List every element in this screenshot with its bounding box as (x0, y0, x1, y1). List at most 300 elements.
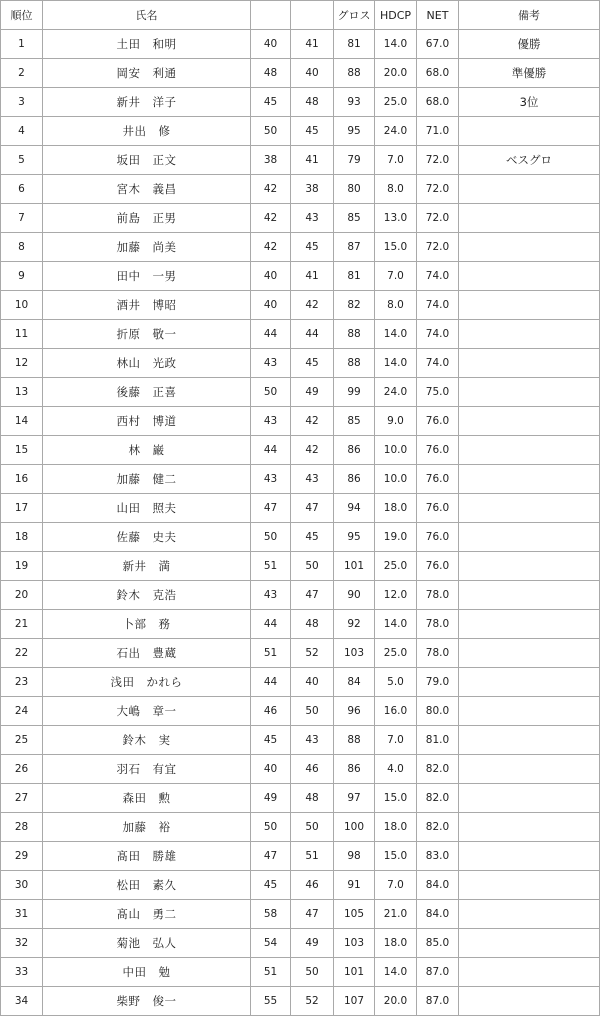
rank-cell: 12 (1, 349, 43, 378)
out-score-cell: 55 (251, 987, 291, 1016)
name-cell: 折原 敬一 (43, 320, 251, 349)
net-cell: 68.0 (417, 88, 459, 117)
out-score-cell: 54 (251, 929, 291, 958)
name-cell: 井出 修 (43, 117, 251, 146)
note-cell (459, 581, 600, 610)
out-score-cell: 50 (251, 813, 291, 842)
note-cell (459, 523, 600, 552)
note-cell (459, 349, 600, 378)
name-cell: 鈴木 克浩 (43, 581, 251, 610)
table-row (1, 610, 600, 639)
name-cell: 前島 正男 (43, 204, 251, 233)
hdcp-cell: 7.0 (375, 146, 417, 175)
gross-cell: 101 (334, 552, 375, 581)
rank-cell: 30 (1, 871, 43, 900)
gross-cell: 82 (334, 291, 375, 320)
in-score-cell: 50 (291, 958, 334, 987)
name-cell: 卜部 務 (43, 610, 251, 639)
table-row (1, 30, 600, 59)
table-row (1, 233, 600, 262)
out-score-cell: 48 (251, 59, 291, 88)
rank-cell: 14 (1, 407, 43, 436)
gross-cell: 107 (334, 987, 375, 1016)
table-row (1, 871, 600, 900)
net-cell: 81.0 (417, 726, 459, 755)
table-row (1, 900, 600, 929)
table-row (1, 639, 600, 668)
note-cell (459, 233, 600, 262)
note-cell (459, 117, 600, 146)
table-row (1, 436, 600, 465)
hdcp-cell: 14.0 (375, 958, 417, 987)
note-cell (459, 755, 600, 784)
name-cell: 大嶋 章一 (43, 697, 251, 726)
out-score-cell: 51 (251, 958, 291, 987)
out-score-cell: 44 (251, 668, 291, 697)
name-cell: 佐藤 史夫 (43, 523, 251, 552)
gross-cell: 96 (334, 697, 375, 726)
rank-cell: 8 (1, 233, 43, 262)
table-row (1, 117, 600, 146)
table-row (1, 349, 600, 378)
rank-cell: 7 (1, 204, 43, 233)
rank-cell: 19 (1, 552, 43, 581)
out-score-cell: 44 (251, 436, 291, 465)
out-score-cell: 50 (251, 378, 291, 407)
net-cell: 78.0 (417, 610, 459, 639)
hdcp-cell: 15.0 (375, 233, 417, 262)
rank-cell: 22 (1, 639, 43, 668)
gross-cell: 86 (334, 755, 375, 784)
header-in (291, 1, 334, 30)
hdcp-cell: 15.0 (375, 784, 417, 813)
out-score-cell: 50 (251, 117, 291, 146)
out-score-cell: 43 (251, 465, 291, 494)
hdcp-cell: 19.0 (375, 523, 417, 552)
hdcp-cell: 7.0 (375, 871, 417, 900)
net-cell: 87.0 (417, 958, 459, 987)
gross-cell: 92 (334, 610, 375, 639)
out-score-cell: 58 (251, 900, 291, 929)
hdcp-cell: 13.0 (375, 204, 417, 233)
net-cell: 76.0 (417, 552, 459, 581)
rank-cell: 16 (1, 465, 43, 494)
hdcp-cell: 18.0 (375, 813, 417, 842)
gross-cell: 88 (334, 726, 375, 755)
in-score-cell: 48 (291, 784, 334, 813)
gross-cell: 81 (334, 262, 375, 291)
net-cell: 76.0 (417, 494, 459, 523)
gross-cell: 101 (334, 958, 375, 987)
name-cell: 森田 勲 (43, 784, 251, 813)
hdcp-cell: 8.0 (375, 291, 417, 320)
table-row (1, 668, 600, 697)
out-score-cell: 45 (251, 871, 291, 900)
rank-cell: 32 (1, 929, 43, 958)
table-row (1, 697, 600, 726)
gross-cell: 94 (334, 494, 375, 523)
table-row (1, 755, 600, 784)
out-score-cell: 42 (251, 175, 291, 204)
gross-cell: 99 (334, 378, 375, 407)
out-score-cell: 51 (251, 639, 291, 668)
table-row (1, 175, 600, 204)
out-score-cell: 42 (251, 204, 291, 233)
name-cell: 酒井 博昭 (43, 291, 251, 320)
hdcp-cell: 24.0 (375, 378, 417, 407)
table-row (1, 813, 600, 842)
header-name: 氏名 (43, 1, 251, 30)
in-score-cell: 45 (291, 523, 334, 552)
gross-cell: 81 (334, 30, 375, 59)
name-cell: 岡安 利通 (43, 59, 251, 88)
name-cell: 石出 豊蔵 (43, 639, 251, 668)
header-out (251, 1, 291, 30)
net-cell: 75.0 (417, 378, 459, 407)
hdcp-cell: 14.0 (375, 349, 417, 378)
table-row (1, 552, 600, 581)
in-score-cell: 43 (291, 204, 334, 233)
header-hdcp: HDCP (375, 1, 417, 30)
gross-cell: 103 (334, 929, 375, 958)
table-row (1, 784, 600, 813)
rank-cell: 5 (1, 146, 43, 175)
rank-cell: 34 (1, 987, 43, 1016)
table-row (1, 581, 600, 610)
gross-cell: 88 (334, 349, 375, 378)
name-cell: 加藤 健二 (43, 465, 251, 494)
in-score-cell: 47 (291, 581, 334, 610)
gross-cell: 90 (334, 581, 375, 610)
hdcp-cell: 25.0 (375, 552, 417, 581)
note-cell (459, 726, 600, 755)
note-cell (459, 291, 600, 320)
hdcp-cell: 8.0 (375, 175, 417, 204)
name-cell: 西村 博道 (43, 407, 251, 436)
header-rank: 順位 (1, 1, 43, 30)
hdcp-cell: 24.0 (375, 117, 417, 146)
note-cell (459, 900, 600, 929)
in-score-cell: 52 (291, 639, 334, 668)
out-score-cell: 40 (251, 755, 291, 784)
results-table-header (1, 1, 600, 30)
in-score-cell: 52 (291, 987, 334, 1016)
rank-cell: 3 (1, 88, 43, 117)
header-note: 備考 (459, 1, 600, 30)
note-cell (459, 929, 600, 958)
out-score-cell: 44 (251, 320, 291, 349)
note-cell (459, 697, 600, 726)
name-cell: 土田 和明 (43, 30, 251, 59)
name-cell: 新井 洋子 (43, 88, 251, 117)
rank-cell: 17 (1, 494, 43, 523)
table-row (1, 929, 600, 958)
rank-cell: 1 (1, 30, 43, 59)
in-score-cell: 45 (291, 349, 334, 378)
rank-cell: 27 (1, 784, 43, 813)
header-net: NET (417, 1, 459, 30)
out-score-cell: 49 (251, 784, 291, 813)
hdcp-cell: 4.0 (375, 755, 417, 784)
note-cell (459, 552, 600, 581)
name-cell: 加藤 尚美 (43, 233, 251, 262)
rank-cell: 11 (1, 320, 43, 349)
note-cell (459, 958, 600, 987)
out-score-cell: 42 (251, 233, 291, 262)
net-cell: 72.0 (417, 175, 459, 204)
net-cell: 82.0 (417, 755, 459, 784)
gross-cell: 85 (334, 204, 375, 233)
hdcp-cell: 25.0 (375, 639, 417, 668)
in-score-cell: 41 (291, 30, 334, 59)
hdcp-cell: 15.0 (375, 842, 417, 871)
note-cell (459, 842, 600, 871)
table-row (1, 523, 600, 552)
rank-cell: 33 (1, 958, 43, 987)
out-score-cell: 47 (251, 842, 291, 871)
in-score-cell: 43 (291, 726, 334, 755)
rank-cell: 26 (1, 755, 43, 784)
in-score-cell: 45 (291, 117, 334, 146)
hdcp-cell: 18.0 (375, 929, 417, 958)
gross-cell: 95 (334, 523, 375, 552)
name-cell: 柴野 俊一 (43, 987, 251, 1016)
hdcp-cell: 16.0 (375, 697, 417, 726)
net-cell: 72.0 (417, 204, 459, 233)
name-cell: 宮木 義昌 (43, 175, 251, 204)
gross-cell: 105 (334, 900, 375, 929)
table-row (1, 378, 600, 407)
table-row (1, 88, 600, 117)
name-cell: 後藤 正喜 (43, 378, 251, 407)
net-cell: 78.0 (417, 581, 459, 610)
hdcp-cell: 18.0 (375, 494, 417, 523)
table-row (1, 465, 600, 494)
rank-cell: 29 (1, 842, 43, 871)
in-score-cell: 50 (291, 697, 334, 726)
out-score-cell: 50 (251, 523, 291, 552)
note-cell: ベスグロ (459, 146, 600, 175)
name-cell: 加藤 裕 (43, 813, 251, 842)
table-row (1, 987, 600, 1016)
in-score-cell: 38 (291, 175, 334, 204)
in-score-cell: 44 (291, 320, 334, 349)
net-cell: 82.0 (417, 784, 459, 813)
net-cell: 87.0 (417, 987, 459, 1016)
rank-cell: 2 (1, 59, 43, 88)
rank-cell: 31 (1, 900, 43, 929)
in-score-cell: 40 (291, 668, 334, 697)
note-cell (459, 465, 600, 494)
in-score-cell: 40 (291, 59, 334, 88)
net-cell: 76.0 (417, 407, 459, 436)
name-cell: 髙山 勇二 (43, 900, 251, 929)
name-cell: 中田 勉 (43, 958, 251, 987)
net-cell: 74.0 (417, 320, 459, 349)
in-score-cell: 41 (291, 262, 334, 291)
note-cell (459, 610, 600, 639)
gross-cell: 95 (334, 117, 375, 146)
hdcp-cell: 9.0 (375, 407, 417, 436)
rank-cell: 18 (1, 523, 43, 552)
in-score-cell: 41 (291, 146, 334, 175)
hdcp-cell: 7.0 (375, 262, 417, 291)
note-cell (459, 378, 600, 407)
out-score-cell: 40 (251, 262, 291, 291)
in-score-cell: 50 (291, 552, 334, 581)
note-cell (459, 175, 600, 204)
hdcp-cell: 21.0 (375, 900, 417, 929)
table-row (1, 204, 600, 233)
in-score-cell: 47 (291, 494, 334, 523)
name-cell: 坂田 正文 (43, 146, 251, 175)
out-score-cell: 46 (251, 697, 291, 726)
name-cell: 鈴木 実 (43, 726, 251, 755)
hdcp-cell: 20.0 (375, 59, 417, 88)
in-score-cell: 48 (291, 610, 334, 639)
rank-cell: 25 (1, 726, 43, 755)
note-cell: 準優勝 (459, 59, 600, 88)
out-score-cell: 45 (251, 726, 291, 755)
hdcp-cell: 10.0 (375, 436, 417, 465)
hdcp-cell: 14.0 (375, 320, 417, 349)
net-cell: 76.0 (417, 523, 459, 552)
in-score-cell: 51 (291, 842, 334, 871)
in-score-cell: 47 (291, 900, 334, 929)
out-score-cell: 43 (251, 581, 291, 610)
net-cell: 80.0 (417, 697, 459, 726)
in-score-cell: 43 (291, 465, 334, 494)
gross-cell: 84 (334, 668, 375, 697)
name-cell: 田中 一男 (43, 262, 251, 291)
out-score-cell: 45 (251, 88, 291, 117)
out-score-cell: 51 (251, 552, 291, 581)
hdcp-cell: 10.0 (375, 465, 417, 494)
name-cell: 松田 素久 (43, 871, 251, 900)
gross-cell: 85 (334, 407, 375, 436)
note-cell (459, 262, 600, 291)
rank-cell: 6 (1, 175, 43, 204)
name-cell: 林山 光政 (43, 349, 251, 378)
net-cell: 84.0 (417, 871, 459, 900)
out-score-cell: 43 (251, 407, 291, 436)
table-row (1, 494, 600, 523)
net-cell: 78.0 (417, 639, 459, 668)
note-cell (459, 668, 600, 697)
net-cell: 76.0 (417, 436, 459, 465)
net-cell: 74.0 (417, 291, 459, 320)
note-cell: 3位 (459, 88, 600, 117)
in-score-cell: 46 (291, 871, 334, 900)
rank-cell: 23 (1, 668, 43, 697)
results-table-body (1, 30, 600, 1016)
note-cell (459, 639, 600, 668)
note-cell (459, 204, 600, 233)
rank-cell: 24 (1, 697, 43, 726)
table-row (1, 291, 600, 320)
note-cell: 優勝 (459, 30, 600, 59)
rank-cell: 4 (1, 117, 43, 146)
name-cell: 林 巌 (43, 436, 251, 465)
note-cell (459, 494, 600, 523)
rank-cell: 9 (1, 262, 43, 291)
in-score-cell: 46 (291, 755, 334, 784)
in-score-cell: 49 (291, 378, 334, 407)
in-score-cell: 49 (291, 929, 334, 958)
in-score-cell: 48 (291, 88, 334, 117)
hdcp-cell: 7.0 (375, 726, 417, 755)
rank-cell: 15 (1, 436, 43, 465)
gross-cell: 103 (334, 639, 375, 668)
gross-cell: 98 (334, 842, 375, 871)
gross-cell: 88 (334, 59, 375, 88)
net-cell: 82.0 (417, 813, 459, 842)
net-cell: 72.0 (417, 146, 459, 175)
table-row (1, 320, 600, 349)
gross-cell: 86 (334, 436, 375, 465)
rank-cell: 13 (1, 378, 43, 407)
gross-cell: 87 (334, 233, 375, 262)
out-score-cell: 40 (251, 30, 291, 59)
hdcp-cell: 12.0 (375, 581, 417, 610)
gross-cell: 80 (334, 175, 375, 204)
name-cell: 羽石 有宜 (43, 755, 251, 784)
out-score-cell: 38 (251, 146, 291, 175)
name-cell: 髙田 勝雄 (43, 842, 251, 871)
note-cell (459, 813, 600, 842)
net-cell: 79.0 (417, 668, 459, 697)
table-row (1, 958, 600, 987)
name-cell: 菊池 弘人 (43, 929, 251, 958)
hdcp-cell: 5.0 (375, 668, 417, 697)
note-cell (459, 987, 600, 1016)
hdcp-cell: 25.0 (375, 88, 417, 117)
net-cell: 74.0 (417, 262, 459, 291)
gross-cell: 88 (334, 320, 375, 349)
rank-cell: 10 (1, 291, 43, 320)
out-score-cell: 44 (251, 610, 291, 639)
rank-cell: 20 (1, 581, 43, 610)
net-cell: 67.0 (417, 30, 459, 59)
hdcp-cell: 14.0 (375, 610, 417, 639)
gross-cell: 97 (334, 784, 375, 813)
gross-cell: 100 (334, 813, 375, 842)
in-score-cell: 50 (291, 813, 334, 842)
out-score-cell: 47 (251, 494, 291, 523)
table-row (1, 59, 600, 88)
hdcp-cell: 14.0 (375, 30, 417, 59)
net-cell: 84.0 (417, 900, 459, 929)
table-row (1, 262, 600, 291)
gross-cell: 79 (334, 146, 375, 175)
net-cell: 71.0 (417, 117, 459, 146)
name-cell: 浅田 かれら (43, 668, 251, 697)
in-score-cell: 42 (291, 407, 334, 436)
hdcp-cell: 20.0 (375, 987, 417, 1016)
name-cell: 新井 満 (43, 552, 251, 581)
table-row (1, 407, 600, 436)
table-row (1, 842, 600, 871)
in-score-cell: 45 (291, 233, 334, 262)
out-score-cell: 40 (251, 291, 291, 320)
note-cell (459, 871, 600, 900)
net-cell: 85.0 (417, 929, 459, 958)
net-cell: 76.0 (417, 465, 459, 494)
gross-cell: 91 (334, 871, 375, 900)
note-cell (459, 784, 600, 813)
header-gross: グロス (334, 1, 375, 30)
table-row (1, 726, 600, 755)
